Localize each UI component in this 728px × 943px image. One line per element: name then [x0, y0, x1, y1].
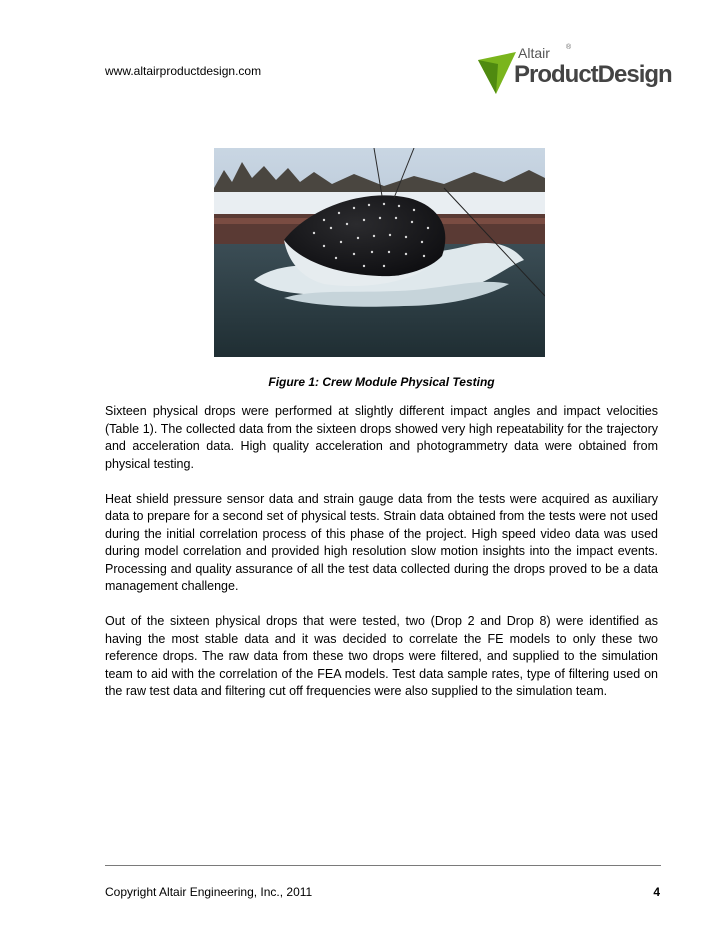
- page-number: 4: [653, 885, 660, 899]
- logo-registered-mark: ®: [566, 44, 572, 51]
- body-text: [105, 403, 658, 718]
- header-url: www.altairproductdesign.com: [105, 64, 262, 78]
- altair-product-design-logo: [476, 44, 672, 100]
- paragraph-2: Heat shield pressure sensor data and strain gauge data from the tests were acquired as auxiliary data to prepare for a second set of physical tests. Strain data obtained from the tests were not used during the initial correlation process of this phase of the project. High speed video data was used during model correlation and provided high resolution slow motion insights into the impact events. Processing and quality assurance of all the test data collected during the drops proved to be a data management challenge.: [105, 491, 658, 593]
- crew-module-photo: [214, 148, 545, 357]
- paragraph-3: Out of the sixteen physical drops that were tested, two (Drop 2 and Drop 8) were identified as having the most stable data and it was decided to correlate the FE models to only these two reference drops. The raw data from these two drops were filtered, and supplied to the simulation team to aid with the correlation of the FEA models. Test data sample rates, type of filtering used on the raw test data and filtering cut off frequencies were also supplied to the simulation team.: [105, 614, 658, 698]
- logo-product-design-text: ProductDesign: [514, 61, 672, 88]
- figure-caption: Figure 1: Crew Module Physical Testing: [268, 375, 495, 389]
- footer-divider: [105, 865, 661, 866]
- footer-copyright: Copyright Altair Engineering, Inc., 2011: [105, 885, 313, 899]
- paragraph-1: Sixteen physical drops were performed at slightly different impact angles and impact velocities (Table 1). The collected data from the sixteen drops showed very high repeatability for the trajectory and acceleration data. High quality acceleration and photogrammetry data were obtained from physical testing.: [105, 404, 658, 471]
- logo-altair-text: Altair: [518, 45, 550, 61]
